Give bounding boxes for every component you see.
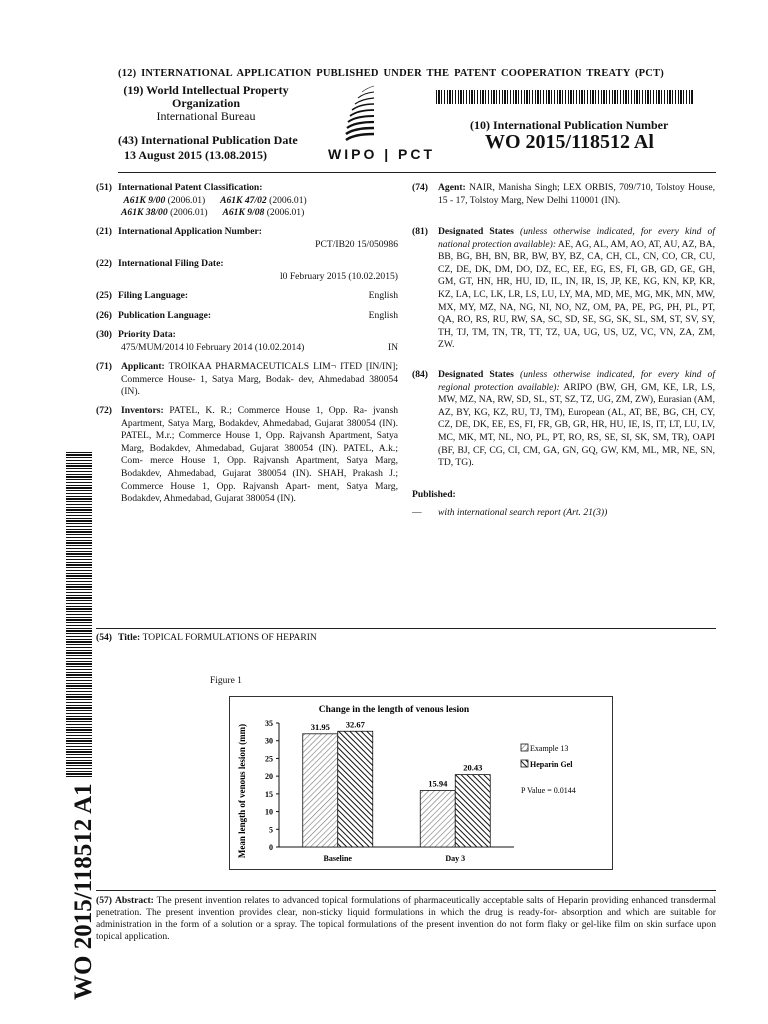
field-71 (96, 361, 398, 399)
bar-value-label: 31.95 (310, 721, 330, 732)
field-26 (96, 310, 398, 323)
wipo-logo (328, 80, 436, 162)
agent-text: NAIR, Manisha Singh; LEX ORBIS, 709/710, Tolstoy House, 15 - 17, Tolstoy Marg, New Delhi 110001 (IN). (438, 182, 715, 206)
org-line-3: International Bureau (156, 109, 256, 123)
side-publication-number: WO 2015/118512 A1 (70, 783, 97, 1000)
published-label: Published: (412, 489, 456, 500)
chart-title: Change in the length of venous lesion (318, 705, 470, 715)
header-barcode (436, 90, 694, 104)
x-tick-label: Baseline (323, 854, 352, 863)
pub-number-value: WO 2015/118512 Al (485, 131, 654, 153)
title-rule (96, 628, 716, 629)
field-21-num: (21) (96, 226, 112, 237)
y-axis-label: Mean length of venous lesion (mm) (237, 723, 247, 859)
abstract-text: The present invention relates to advanced topical formulations of pharmaceutically acceptable salts of Heparin providing enhanced transdermal penetration. The present invention provides clear, non-sticky liquid formulations in which the drug is ready-for- absorption and which are suitable for administration in the form of a solution or a spray. The topical formulations of the present invention do not form flaky or gel-like film on skin surface upon topical application. (96, 895, 716, 942)
y-tick-label: 5 (269, 825, 273, 835)
y-tick-label: 10 (265, 807, 273, 817)
field-74-label: Agent: (438, 182, 466, 193)
field-30-label: Priority Data: (118, 329, 176, 340)
legend-label: Example 13 (530, 744, 569, 753)
bar (455, 775, 490, 847)
national-states: AE, AG, AL, AM, AO, AT, AU, AZ, BA, BB, BG, BH, BN, BR, BW, BY, BZ, CA, CH, CL, CN, CO, CR, CU, CZ, DE, DK, DM, DO, DZ, EC, EE, EG, ES, FI, GB, GD, GE, GH, GM, GT, HN, HR, HU, ID, IL, IN, IR, IS, JP, KE, KG, KN, KP, KR, KZ, LA, LC, LK, LR, LS, LU, LY, MA, MD, ME, MG, MK, MN, MW, MX, MY, MZ, NA, NG, NI, NO, NZ, OM, PA, PE, PG, PH, PL, PT, QA, RO, RS, RU, RW, SA, SC, SD, SE, SG, SK, SL, SM, ST, SV, SY, TH, TJ, TM, TN, TR, TT, TZ, UA, UG, US, UZ, VC, VN, ZA, ZM, ZW. (438, 238, 715, 351)
abstract (96, 895, 716, 943)
ipc-code: A61K 9/08 (222, 207, 265, 219)
bar (303, 734, 338, 847)
field-30 (96, 329, 398, 354)
p-value-annotation: P Value = 0.0144 (521, 786, 576, 795)
field-81 (412, 226, 715, 352)
bar-value-label: 20.43 (463, 762, 483, 773)
field-84-label: Designated States (438, 369, 514, 380)
field-51-num: (51) (96, 182, 112, 193)
bar (420, 791, 455, 847)
legend-swatch (521, 760, 528, 767)
ipc-date: (2006.01) (170, 207, 208, 219)
published-dash: — (412, 507, 422, 518)
field-51-label: International Patent Classification: (118, 182, 263, 193)
field-74-num: (74) (412, 182, 428, 193)
bar-chart (229, 696, 613, 870)
priority-country: IN (387, 341, 398, 353)
field-22-value: l0 February 2015 (10.02.2015) (279, 270, 398, 282)
ipc-date: (2006.01) (266, 207, 305, 219)
side-barcode (66, 452, 92, 778)
field-84-num: (84) (412, 369, 428, 380)
bar-value-label: 15.94 (428, 778, 448, 789)
legend-label: Heparin Gel (530, 760, 573, 769)
title-num: (54) (96, 632, 112, 643)
field-72-num: (72) (96, 405, 112, 416)
field-22 (96, 258, 398, 283)
priority-data: 475/MUM/2014 l0 February 2014 (10.02.2014) (121, 341, 305, 353)
field-74 (412, 182, 715, 207)
field-22-label: International Filing Date: (118, 258, 224, 269)
field-25-value: English (368, 290, 398, 301)
applicant-text: TROIKAA PHARMACEUTICALS LIM¬ ITED [IN/IN]; Commerce House- 1, Satya Marg, Bodak- dev, Ahmedabad 380054 (IN). (121, 361, 398, 398)
field-84 (412, 369, 715, 470)
field-26-num: (26) (96, 310, 112, 321)
ipc-code: A61K 9/00 (123, 194, 166, 206)
field-25 (96, 290, 398, 303)
title-field (96, 632, 317, 645)
field-72-label: Inventors: (121, 405, 164, 416)
legend-swatch (521, 744, 528, 751)
treaty-line: (12) INTERNATIONAL APPLICATION PUBLISHED UNDER THE PATENT COOPERATION TREATY (PCT) (118, 68, 664, 79)
figure-label: Figure 1 (210, 676, 242, 686)
ipc-code: A61K 47/02 (220, 194, 267, 206)
field-81-label: Designated States (438, 226, 514, 237)
pub-date-label: (43) International Publication Date (118, 133, 298, 147)
org-line-1: (19) World Intellectual Property (123, 83, 289, 97)
ipc-date: (2006.01) (167, 194, 206, 206)
ipc-code: A61K 38/00 (121, 207, 168, 219)
invention-title: TOPICAL FORMULATIONS OF HEPARIN (142, 632, 317, 643)
title-label: Title: (118, 632, 141, 643)
field-21-label: International Application Number: (118, 226, 262, 237)
field-51 (96, 182, 398, 220)
ipc-date: (2006.01) (269, 194, 307, 206)
y-tick-label: 25 (265, 754, 273, 764)
field-72 (96, 405, 398, 506)
field-22-num: (22) (96, 258, 112, 269)
org-line-2: Organization (172, 96, 240, 110)
pub-number-label: (10) International Publication Number (470, 118, 669, 132)
field-81-note: (unless otherwise indicated, for every kind of national protection available): (438, 226, 716, 250)
x-tick-label: Day 3 (445, 854, 466, 863)
abstract-rule (96, 890, 716, 891)
pub-date-value: 13 August 2015 (13.08.2015) (124, 148, 268, 162)
published-text: with international search report (Art. 21(3)) (438, 507, 608, 518)
field-81-num: (81) (412, 226, 428, 237)
header-rule (118, 172, 716, 173)
wipo-logo-text: WIPO | PCT (328, 146, 436, 162)
field-25-num: (25) (96, 290, 112, 301)
field-71-num: (71) (96, 361, 112, 372)
y-tick-label: 15 (265, 789, 273, 799)
y-tick-label: 20 (265, 772, 273, 782)
regional-states: ARIPO (BW, GH, GM, KE, LR, LS, MW, MZ, NA, RW, SD, SL, ST, SZ, TZ, UG, ZM, ZW), Eurasian (AM, AZ, BY, KG, KZ, RU, TJ, TM), European (AL, AT, BE, BG, CH, CY, CZ, DE, DK, EE, ES, FI, FR, GB, GR, HR, HU, IE, IS, IT, LT, LU, LV, MC, MK, MT, NL, NO, PL, PT, RO, RS, SE, SI, SK, SM, TR), OAPI (BF, BJ, CF, CG, CI, CM, GA, GN, GQ, GW, KM, ML, MR, NE, SN, TD, TG). (438, 381, 715, 469)
published-item (412, 507, 607, 520)
field-30-num: (30) (96, 329, 112, 340)
field-25-label: Filing Language: (118, 290, 189, 301)
field-26-label: Publication Language: (118, 310, 212, 321)
field-21-value: PCT/IB20 15/050986 (315, 238, 398, 250)
bar-value-label: 32.67 (345, 719, 365, 730)
y-tick-label: 0 (269, 843, 273, 852)
inventors-text: PATEL, K. R.; Commerce House 1, Opp. Ra- jvansh Apartment, Satya Marg, Bodakdev, Ahmedabad, Gujarat 380054 (IN). PATEL, M.r.; Commerce House 1, Opp. Rajvansh Apartment, Satya Marg, Bodakdev, Ahmedabad, Gujarat 380054 (IN). PATEL, A.k.; Com- merce House 1, Opp. Rajvansh Apartment, Satya Marg, Bodakdev, Ahmedabad, Gujarat 380054 (IN). SHAH, Prakash J.; Commerce House 1, Opp. Rajvansh Apart- ment, Satya Marg, Bodakdev, Ahmedabad, Gujarat 380054 (IN). (121, 405, 398, 505)
field-26-value: English (368, 310, 398, 321)
field-84-note: (unless otherwise indicated, for every kind of regional protection available): (438, 369, 716, 393)
y-tick-label: 35 (265, 719, 273, 728)
field-21 (96, 226, 398, 251)
abstract-num: (57) (96, 895, 112, 906)
field-71-label: Applicant: (121, 361, 165, 372)
abstract-label: Abstract: (114, 895, 154, 906)
y-tick-label: 30 (265, 736, 273, 746)
bar (338, 731, 373, 847)
